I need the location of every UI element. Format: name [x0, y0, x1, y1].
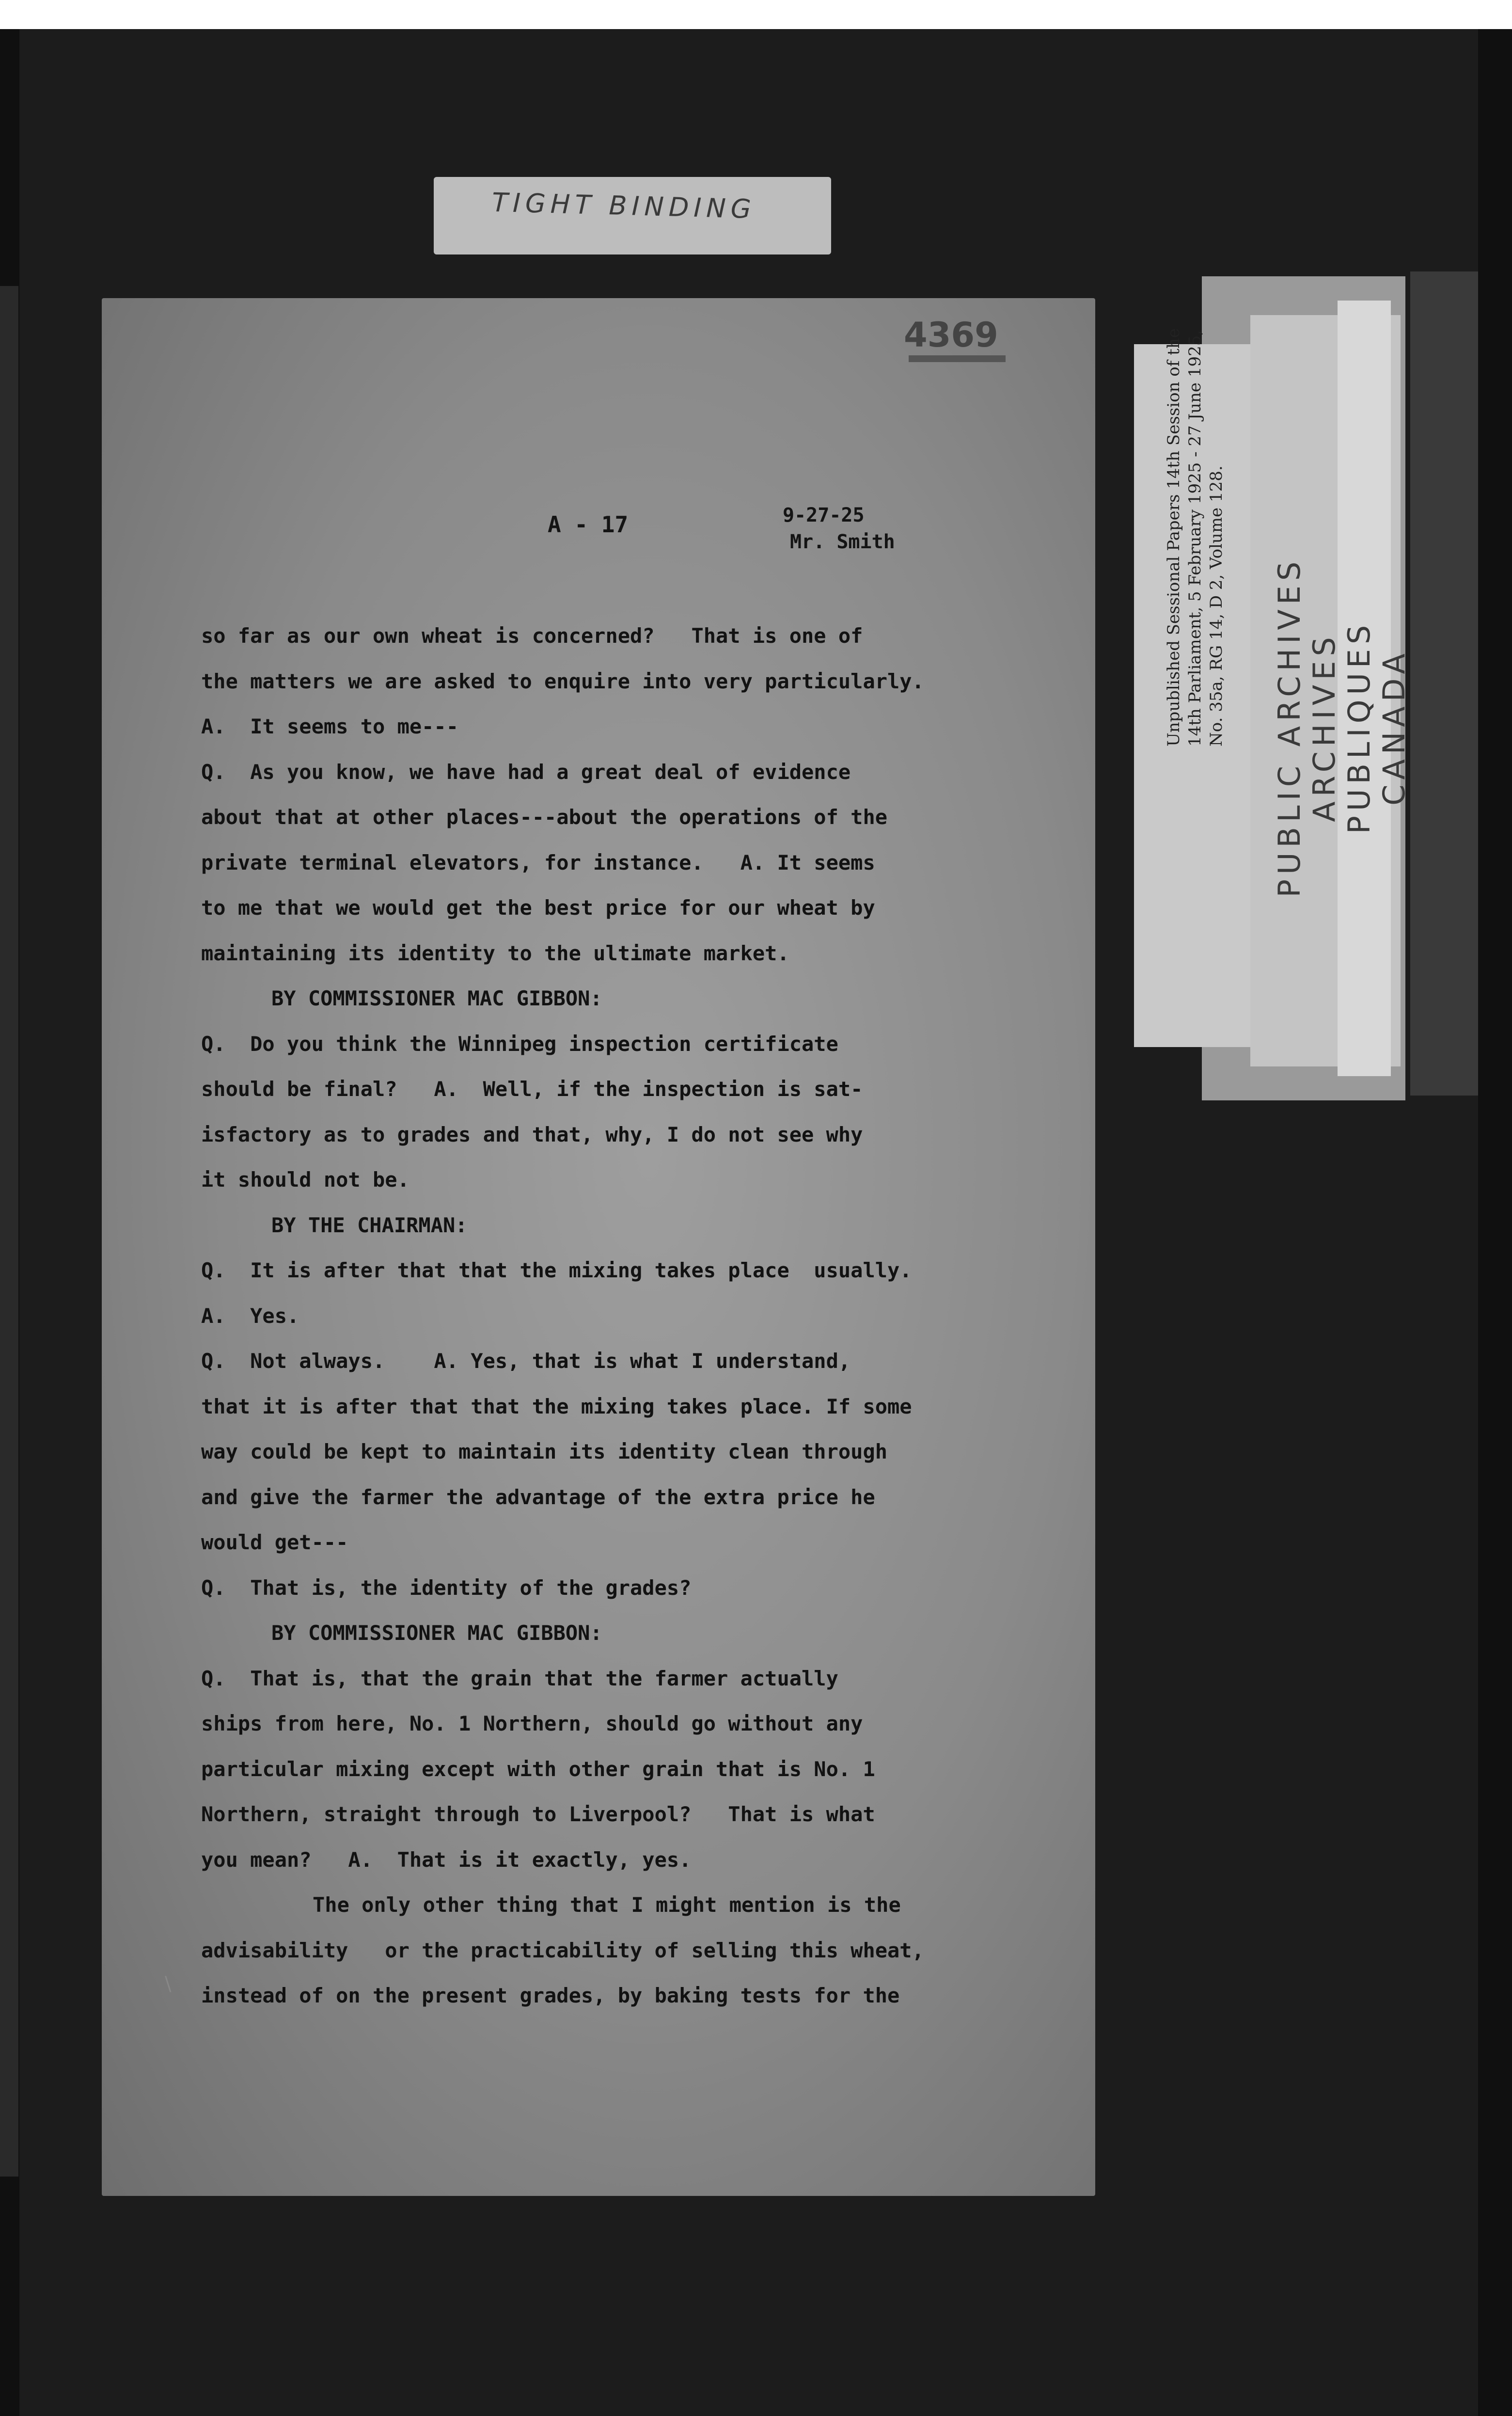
transcript-line: ships from here, No. 1 Northern, should go without any	[201, 1712, 863, 1735]
transcript-line: to me that we would get the best price for our wheat by	[201, 896, 875, 920]
exhibit-number: A - 17	[548, 511, 629, 538]
transcript-body	[201, 613, 1054, 2019]
transcript-line: and give the farmer the advantage of the extra price he	[201, 1485, 875, 1509]
transcript-line: the matters we are asked to enquire into very particularly.	[201, 669, 924, 693]
archive-stamp-line: PUBLIC ARCHIVES	[1272, 556, 1307, 898]
archive-description-line: Unpublished Sessional Papers 14th Session of the	[1164, 328, 1183, 747]
transcript-line: maintaining its identity to the ultimate market.	[201, 941, 789, 965]
transcript-line: Q. Do you think the Winnipeg inspection certificate	[201, 1032, 838, 1056]
transcript-line: particular mixing except with other grain that is No. 1	[201, 1757, 875, 1781]
transcript-line: isfactory as to grades and that, why, I do not see why	[201, 1122, 863, 1146]
transcript-line: Q. Not always. A. Yes, that is what I understand,	[201, 1349, 851, 1373]
stamp-underline	[909, 355, 1006, 362]
archive-description-line: No. 35a, RG 14, D 2, Volume 128.	[1207, 465, 1226, 747]
transcript-line: Q. That is, the identity of the grades?	[201, 1575, 692, 1600]
transcript-line: The only other thing that I might mention is the	[313, 1893, 901, 1917]
tight-binding-label	[434, 177, 831, 254]
transcript-line: Q. As you know, we have had a great deal of evidence	[201, 760, 851, 784]
adjacent-frame-edge	[0, 286, 18, 2177]
archive-stamp-line: ARCHIVES PUBLIQUES	[1307, 620, 1377, 834]
transcript-line: private terminal elevators, for instance. A. It seems	[201, 850, 875, 874]
speaker-heading: BY THE CHAIRMAN:	[271, 1213, 468, 1237]
public-archives-stamp	[1272, 533, 1412, 921]
transcript-line: Northern, straight through to Liverpool? That is what	[201, 1802, 875, 1826]
document-page	[102, 298, 1095, 2196]
adjacent-frame-edge-right	[1410, 271, 1478, 1096]
film-top-border	[0, 0, 1512, 29]
transcript-line: Q. That is, that the grain that the farmer actually	[201, 1666, 838, 1690]
transcript-line: advisability or the practicability of selling this wheat,	[201, 1938, 924, 1962]
archive-description	[1163, 213, 1227, 747]
speaker-heading: BY COMMISSIONER MAC GIBBON:	[271, 986, 602, 1010]
transcript-line: it should not be.	[201, 1168, 410, 1192]
page-number-stamp: 4369	[904, 315, 998, 355]
margin-mark: \	[165, 1973, 172, 1995]
archive-description-line: 14th Parliament, 5 February 1925 - 27 June 1925,	[1185, 330, 1205, 747]
transcript-line: instead of on the present grades, by baking tests for the	[201, 1984, 900, 2007]
transcript-line: should be final? A. Well, if the inspection is sat-	[201, 1077, 863, 1101]
tight-binding-text: TIGHT BINDING	[491, 187, 756, 225]
transcript-line: A. It seems to me---	[201, 715, 459, 738]
transcript-line: so far as our own wheat is concerned? That is one of	[201, 624, 863, 648]
transcript-line: you mean? A. That is it exactly, yes.	[201, 1847, 692, 1872]
transcript-line: about that at other places---about the operations of the	[201, 805, 888, 829]
speaker-heading: BY COMMISSIONER MAC GIBBON:	[271, 1621, 602, 1645]
transcript-line: way could be kept to maintain its identity clean through	[201, 1440, 888, 1463]
archive-stamp-line: CANADA	[1376, 649, 1412, 806]
transcript-line: Q. It is after that that the mixing takes place usually.	[201, 1258, 912, 1282]
transcript-line: would get---	[201, 1530, 348, 1554]
speaker-name: Mr. Smith	[790, 531, 895, 553]
transcript-line: that it is after that that the mixing takes place. If some	[201, 1394, 912, 1418]
document-date: 9-27-25	[783, 504, 865, 526]
transcript-line: A. Yes.	[201, 1303, 299, 1328]
